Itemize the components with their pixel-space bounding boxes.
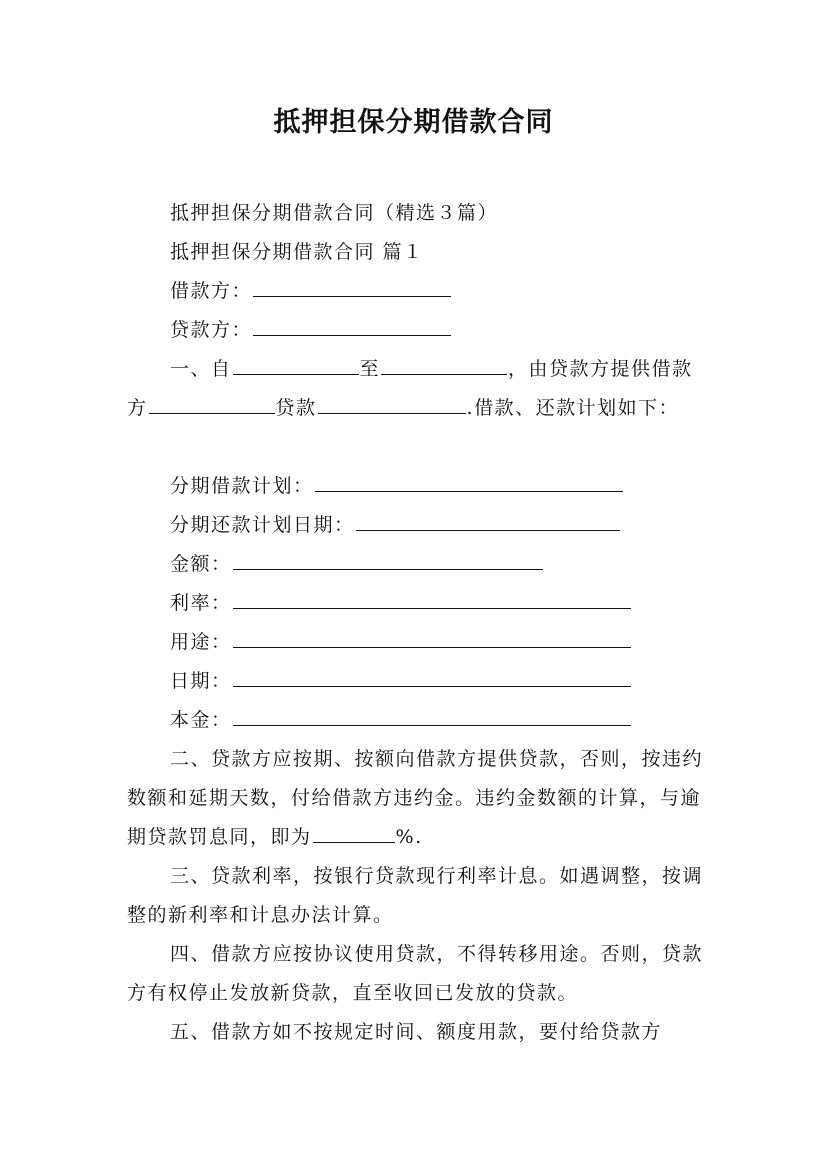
section-heading-text: 抵押担保分期借款合同 篇１ — [170, 241, 424, 263]
lender-label: 贷款方： — [170, 319, 253, 341]
subtitle-text: 抵押担保分期借款合同（精选３篇） — [170, 202, 499, 224]
principal-line — [127, 701, 711, 740]
interest-blank — [233, 584, 631, 609]
borrower-line — [127, 272, 711, 311]
interest-line — [127, 584, 711, 623]
clause1-part-e: .借款、还款计划如下： — [466, 397, 680, 419]
amount-line — [127, 545, 711, 584]
start-date-blank — [233, 350, 359, 375]
end-date-blank — [381, 350, 507, 375]
interest-label: 利率： — [170, 592, 232, 614]
amount-label: 金额： — [170, 553, 232, 575]
lender-blank — [253, 311, 451, 336]
borrower-blank — [253, 272, 451, 297]
clause-2 — [127, 740, 711, 857]
repayment-date-label: 分期还款计划日期： — [170, 514, 355, 536]
repayment-date-blank — [356, 506, 620, 531]
principal-label: 本金： — [170, 709, 232, 731]
clause1-part-d: 贷款 — [275, 397, 317, 419]
section-heading — [127, 233, 711, 272]
clause-3 — [127, 857, 711, 935]
principal-blank — [233, 701, 631, 726]
clause2-part-b: %. — [395, 826, 423, 848]
purpose-label: 用途： — [170, 631, 232, 653]
penalty-rate-blank — [313, 818, 395, 843]
clause4-text: 四、借款方应按协议使用贷款，不得转移用途。否则，贷款方有权停止发放新贷款，直至收回已发放的贷款。 — [127, 943, 704, 1004]
clause2-part-a: 二、贷款方应按期、按额向借款方提供贷款，否则，按违约数额和延期天数，付给借款方违约金。违约金数额的计算，与逾期贷款罚息同，即为 — [127, 748, 704, 848]
purpose-blank — [233, 623, 631, 648]
clause1-part-a: 一、自 — [170, 358, 232, 380]
clause1-part-c: ，由贷款方提供借款方 — [127, 358, 693, 419]
loan-amount-blank — [149, 389, 275, 414]
installment-plan-blank — [315, 467, 623, 492]
date-blank — [233, 662, 631, 687]
clause-1 — [127, 350, 711, 428]
clause5-text: 五、借款方如不按规定时间、额度用款，要付给贷款方 — [170, 1021, 663, 1043]
document-title: 抵押担保分期借款合同 — [273, 107, 554, 138]
clause3-text: 三、贷款利率，按银行贷款现行利率计息。如遇调整，按调整的新利率和计息办法计算。 — [127, 865, 704, 926]
clause1-part-b: 至 — [359, 358, 381, 380]
amount-blank — [233, 545, 543, 570]
lender-line — [127, 311, 711, 350]
clause-5 — [127, 1013, 711, 1052]
borrower-label: 借款方： — [170, 280, 253, 302]
repayment-date-line — [127, 506, 711, 545]
document-subtitle — [127, 194, 711, 233]
installment-plan-label: 分期借款计划： — [170, 475, 314, 497]
clause-4 — [127, 935, 711, 1013]
date-line — [127, 662, 711, 701]
purpose-line — [127, 623, 711, 662]
date-label: 日期： — [170, 670, 232, 692]
installment-plan-line — [127, 467, 711, 506]
loan-purpose-blank — [318, 389, 466, 414]
